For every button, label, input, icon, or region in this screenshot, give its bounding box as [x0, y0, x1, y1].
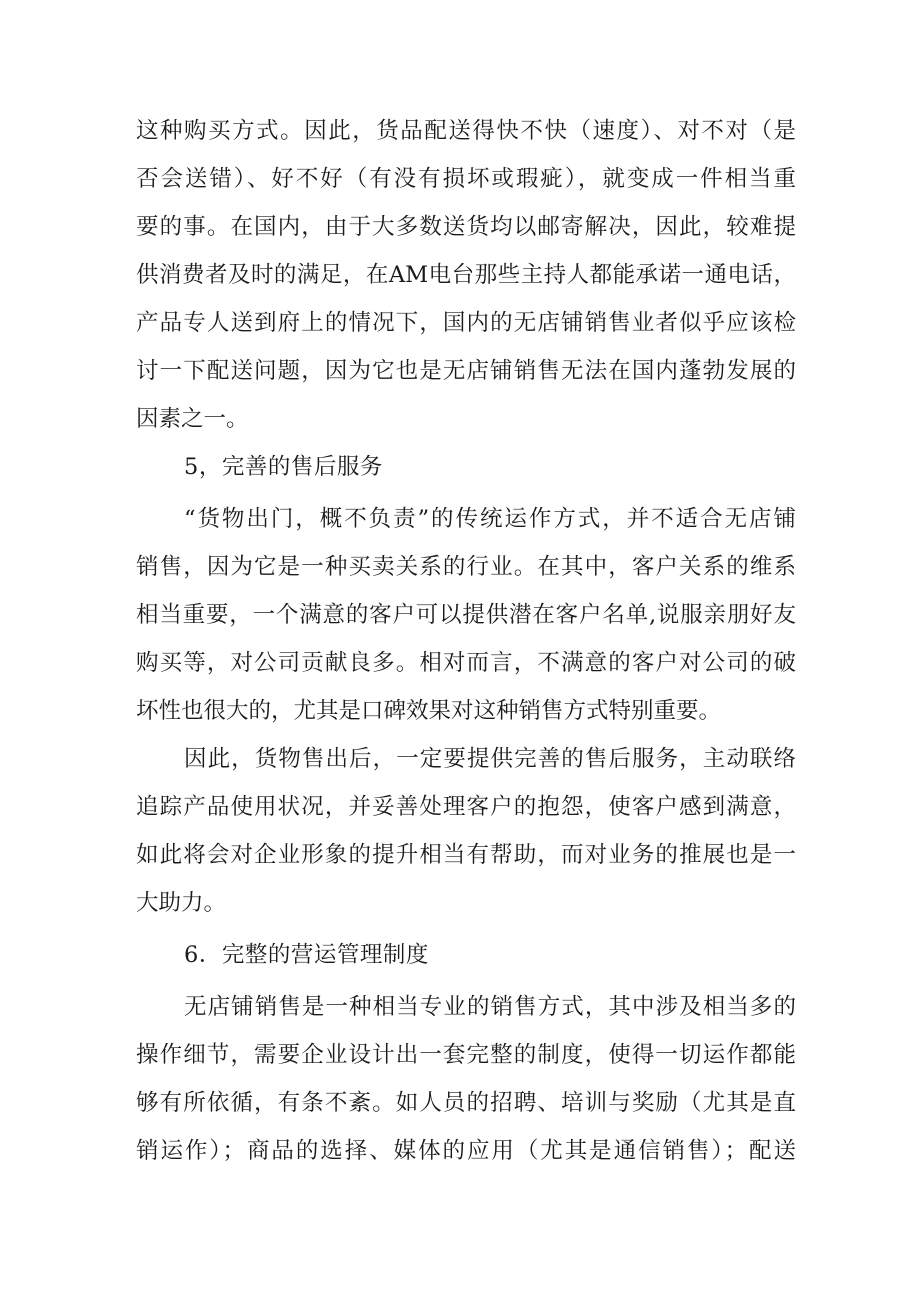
paragraph-3-line-1: 因此，货物售出后，一定要提供完善的售后服务，主动联络	[184, 746, 796, 772]
paragraph-4-line-2: 操作细节，需要企业设计出一套完整的制度，使得一切运作都能	[136, 1042, 796, 1068]
paragraph-1-line-3: 要的事。在国内，由于大多数送货均以邮寄解决，因此，较难提	[136, 214, 796, 240]
section-heading-5: 5，完善的售后服务	[184, 454, 383, 480]
section-heading-6: 6．完整的营运管理制度	[184, 942, 429, 968]
paragraph-2-line-4: 购买等，对公司贡献良多。相对而言，不满意的客户对公司的破	[136, 650, 796, 676]
paragraph-3-line-4: 大助力。	[136, 890, 227, 916]
paragraph-3-line-3: 如此将会对企业形象的提升相当有帮助，而对业务的推展也是一	[136, 842, 796, 868]
paragraph-2-line-1: “货物出门，概不负责”的传统运作方式，并不适合无店铺	[184, 506, 796, 532]
paragraph-1-line-7: 因素之一。	[136, 406, 249, 432]
paragraph-2-line-2: 销售，因为它是一种买卖关系的行业。在其中，客户关系的维系	[136, 554, 796, 580]
paragraph-1-line-1: 这种购买方式。因此，货品配送得快不快（速度）、对不对（是	[136, 118, 796, 144]
paragraph-1-line-2: 否会送错）、好不好（有没有损坏或瑕疵），就变成一件相当重	[136, 166, 796, 192]
paragraph-2-line-5: 坏性也很大的，尤其是口碑效果对这种销售方式特别重要。	[136, 698, 722, 724]
paragraph-3-line-2: 追踪产品使用状况，并妥善处理客户的抱怨，使客户感到满意，	[136, 794, 796, 820]
paragraph-4-line-1: 无店铺销售是一种相当专业的销售方式，其中涉及相当多的	[184, 994, 796, 1020]
paragraph-1-line-4: 供消费者及时的满足，在AM电台那些主持人都能承诺一通电话，	[136, 262, 796, 288]
paragraph-1-line-6: 讨一下配送问题，因为它也是无店铺销售无法在国内蓬勃发展的	[136, 358, 796, 384]
paragraph-2-line-3: 相当重要，一个满意的客户可以提供潜在客户名单,说服亲朋好友	[136, 602, 796, 628]
paragraph-4-line-3: 够有所依循，有条不紊。如人员的招聘、培训与奖励（尤其是直	[136, 1090, 796, 1116]
paragraph-1-line-5: 产品专人送到府上的情况下，国内的无店铺销售业者似乎应该检	[136, 310, 796, 336]
paragraph-4-line-4: 销运作）；商品的选择、媒体的应用（尤其是通信销售）；配送	[136, 1138, 796, 1164]
